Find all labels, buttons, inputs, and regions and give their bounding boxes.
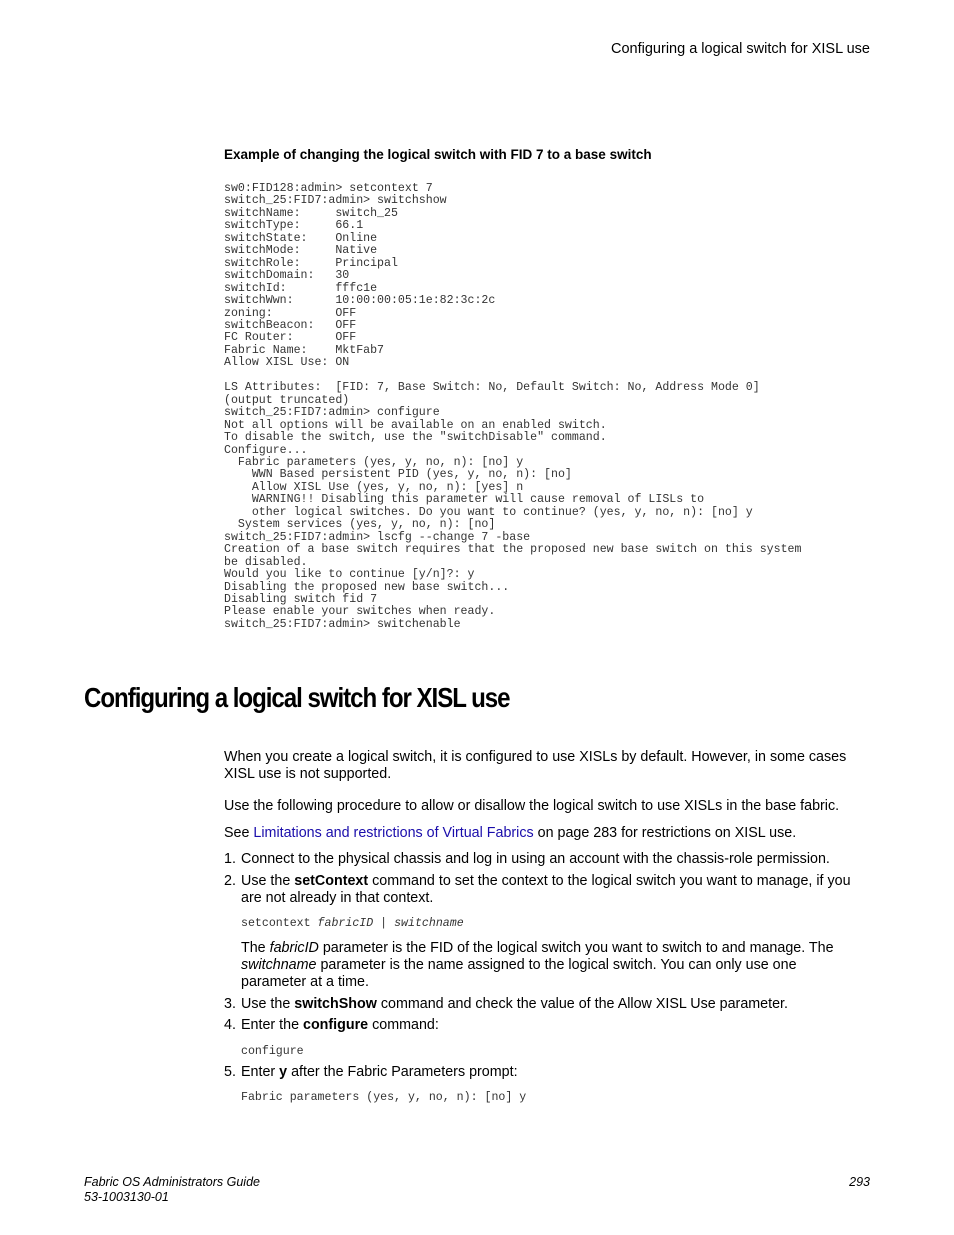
step-3	[224, 996, 864, 1013]
step-2-note: The fabricID parameter is the FID of the logical switch you want to switch to and manage. The switchname parameter is the name assigned to the logical switch. You can only use one parameter at a time.	[241, 940, 834, 990]
limitations-link[interactable]: Limitations and restrictions of Virtual Fabrics	[253, 825, 534, 841]
step-number: 3.	[224, 996, 236, 1012]
step-number: 2.	[224, 873, 236, 889]
footer-doc-title: Fabric OS Administrators Guide	[84, 1175, 260, 1189]
step-text: Use the setContext command to set the context to the logical switch you want to manage, if you are not already in that context.	[241, 873, 851, 906]
step-2-code: setcontext fabricID | switchname	[241, 917, 464, 930]
running-header: Configuring a logical switch for XISL use	[611, 41, 870, 57]
example-code-block: sw0:FID128:admin> setcontext 7 switch_25:FID7:admin> switchshow switchName: switch_25 switchType: 66.1 switchState: Online switchMode: Native switchRole: Principal switchDomain: 30 switchId: fffc1e switchWwn: 10:00:00:05:1e:82:3c:2c zoning: OFF switchBeacon: OFF FC Router: OFF Fabric Name: MktFab7 Allow XISL Use: ON LS Attributes: [FID: 7, Base Switch: No, Default Switch: No, Address Mode 0] (output truncated) switch_25:FID7:admin> configure Not all options will be available on an enabled switch. To disable the switch, use the "switchDisable" command. Configure... Fabric parameters (yes, y, no, n): [no] y WWN Based persistent PID (yes, y, no, n): [no] Allow XISL Use (yes, y, no, n): [yes] n WARNING!! Disabling this parameter will cause removal of LISLs to other logical switches. Do you want to continue? (yes, y, no, n): [no] y System services (yes, y, no, n): [no] switch_25:FID7:admin> lscfg --change 7 -base Creation of a base switch requires that the proposed new base switch on this system be disabled. Would you like to continue [y/n]?: y Disabling the proposed new base switch... Disabling switch fid 7 Please enable your switches when ready. switch_25:FID7:admin> switchenable	[224, 182, 802, 631]
example-title: Example of changing the logical switch with FID 7 to a base switch	[224, 147, 652, 162]
footer-doc-number: 53-1003130-01	[84, 1190, 169, 1204]
page-number: 293	[849, 1175, 870, 1189]
step-4	[224, 1017, 864, 1034]
step-number: 1.	[224, 851, 236, 867]
see-also-paragraph	[224, 825, 864, 842]
step-number: 4.	[224, 1017, 236, 1033]
step-4-code: configure	[241, 1045, 304, 1058]
step-1	[224, 851, 864, 868]
step-text: Connect to the physical chassis and log in using an account with the chassis-role permission.	[241, 851, 830, 867]
step-2	[224, 873, 864, 907]
step-text: Enter y after the Fabric Parameters prompt:	[241, 1064, 518, 1080]
command-name: y	[279, 1064, 288, 1080]
command-name: setContext	[294, 873, 369, 889]
footer-doc-info	[84, 1175, 260, 1205]
step-number: 5.	[224, 1064, 236, 1080]
section-title: Configuring a logical switch for XISL use	[84, 682, 510, 713]
procedure-paragraph: Use the following procedure to allow or disallow the logical switch to use XISLs in the base fabric.	[224, 798, 840, 814]
step-text: Use the switchShow command and check the value of the Allow XISL Use parameter.	[241, 996, 789, 1012]
see-suffix: on page 283 for restrictions on XISL use.	[533, 825, 797, 841]
step-text: Enter the configure command:	[241, 1017, 439, 1033]
step-5	[224, 1064, 864, 1081]
step-5-code: Fabric parameters (yes, y, no, n): [no] y	[241, 1091, 527, 1104]
see-prefix: See	[224, 825, 254, 841]
command-name: switchShow	[294, 996, 377, 1012]
command-name: configure	[303, 1017, 369, 1033]
intro-paragraph: When you create a logical switch, it is configured to use XISLs by default. However, in some cases XISL use is not supported.	[224, 749, 847, 782]
